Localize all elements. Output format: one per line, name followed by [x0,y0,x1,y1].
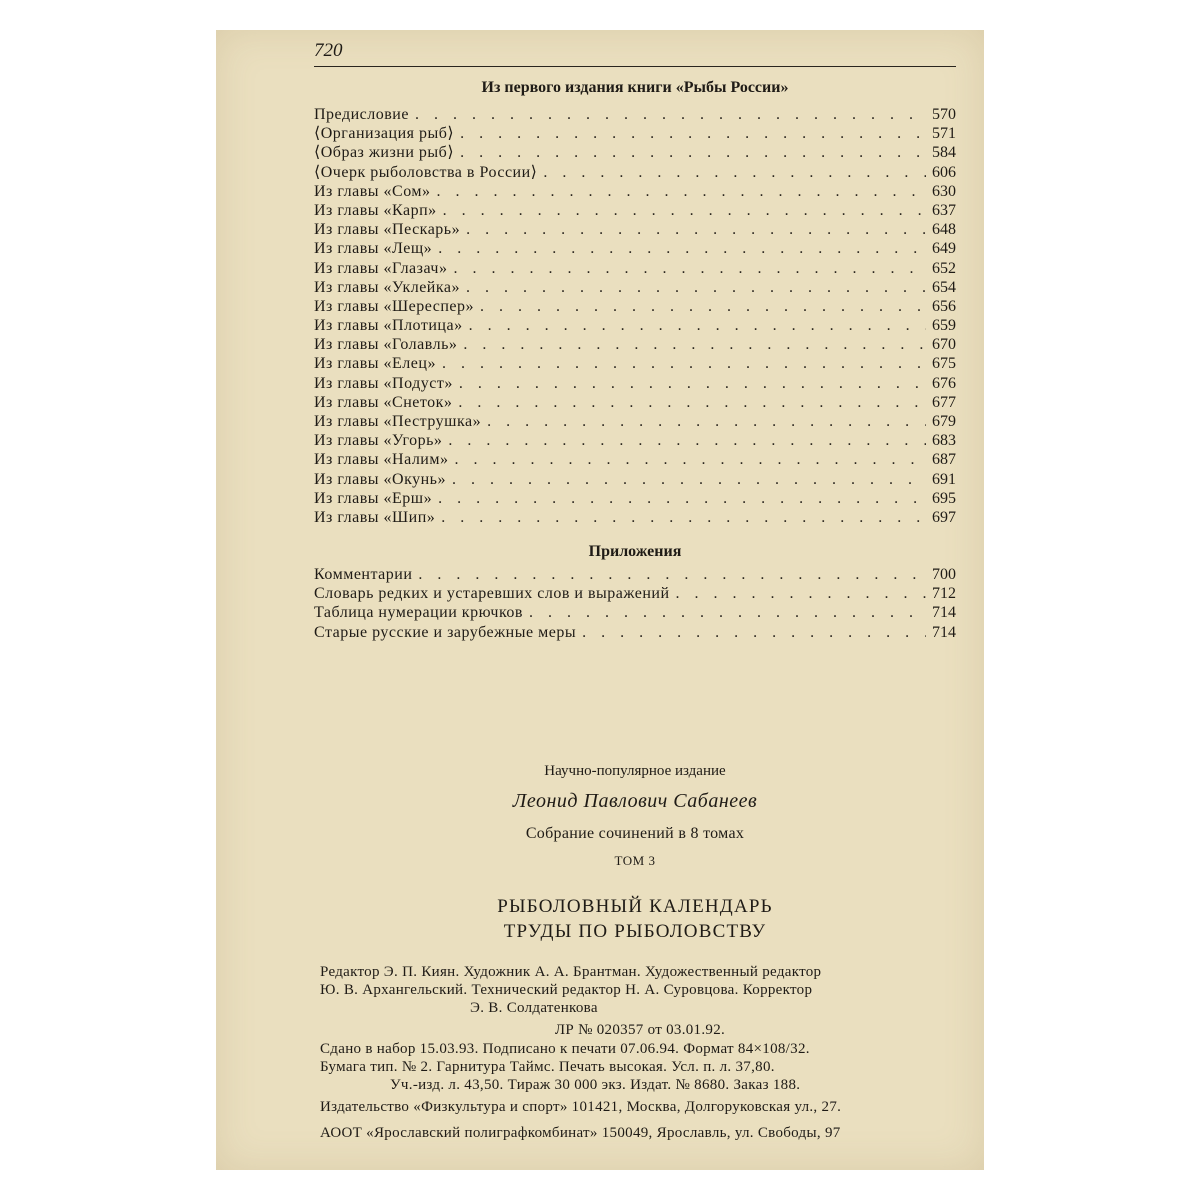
dot-leader [487,412,926,431]
toc-entry-title: Из главы «Угорь» [314,432,443,450]
toc-entry [314,565,956,584]
dot-leader [415,105,926,124]
toc-entry [314,623,956,642]
toc-entry [314,316,956,335]
appendices-heading: Приложения [588,543,682,560]
toc-entry-page: 691 [932,470,956,488]
dot-leader [543,163,926,182]
toc-entry-page: 637 [932,201,956,219]
publisher-address: Издательство «Физкультура и спорт» 101421, Москва, Долгоруковская ул., 27. [320,1099,842,1115]
dot-leader [582,623,926,642]
toc-entry-title: Из главы «Плотица» [314,317,463,335]
author-name: Леонид Павлович Сабанеев [512,790,758,812]
dot-leader [454,450,926,469]
toc-entry-page: 656 [932,297,956,315]
page-header [314,40,956,67]
toc-entry [314,335,956,354]
dot-leader [438,239,926,258]
toc-entry-page: 676 [932,374,956,392]
toc-entry-title: Из главы «Подуст» [314,374,453,392]
toc-entry-page: 571 [932,125,956,143]
print-line: Уч.-изд. л. 43,50. Тираж 30 000 экз. Издат. № 8680. Заказ 188. [390,1077,801,1093]
toc-entry [314,584,956,603]
toc-entry-title: Из главы «Карп» [314,201,437,219]
staff-line: Э. В. Солдатенкова [470,1000,598,1016]
dot-leader [466,220,926,239]
toc-entry-title: Комментарии [314,566,413,583]
toc-entry-title: Из главы «Лещ» [314,240,433,258]
toc-entry-page: 648 [932,221,956,239]
toc-entry-title: Таблица нумерации крючков [314,604,523,622]
toc-entry [314,297,956,316]
dot-leader [418,565,926,584]
toc-entry [314,489,956,508]
print-details [320,1040,960,1094]
toc-entry-page: 659 [932,317,956,335]
dot-leader [529,603,926,622]
dot-leader [469,316,926,335]
toc-entry-title: Из главы «Глазач» [314,259,448,277]
toc-entry [314,278,956,297]
toc-entry-page: 714 [932,604,956,622]
toc-entry-page: 714 [932,623,956,641]
toc-entry-page: 570 [932,106,956,123]
toc-entry-page: 683 [932,432,956,450]
toc-entry-title: Из главы «Пескарь» [314,221,461,239]
volume-number: ТОМ 3 [614,853,656,868]
dot-leader [459,374,926,393]
toc-entry [314,259,956,278]
toc-entry [314,450,956,469]
dot-leader [480,297,926,316]
dot-leader [452,470,926,489]
toc-entry-page: 695 [932,489,956,507]
dot-leader [460,143,926,162]
print-line: Сдано в набор 15.03.93. Подписано к печати 07.06.94. Формат 84×108/32. [320,1041,810,1057]
toc-entry-title: ⟨Организация рыб⟩ [314,125,455,143]
toc-entry-title: Из главы «Голавль» [314,336,458,354]
toc-entry-page: 606 [932,163,956,181]
toc-entry-page: 649 [932,240,956,258]
toc-entry [314,220,956,239]
dot-leader [676,584,927,603]
toc-entry-title: Из главы «Пеструшка» [314,413,482,430]
toc-entry-title: Из главы «Окунь» [314,470,446,488]
toc-entry-page: 700 [932,566,956,583]
toc-entry-page: 687 [932,451,956,469]
staff-line: Ю. В. Архангельский. Технический редактор Н. А. Суровцова. Корректор [320,982,813,998]
toc-entry [314,163,956,182]
toc-entry-page: 584 [932,144,956,162]
toc-entry-title: Из главы «Снеток» [314,393,453,411]
toc-entry [314,431,956,450]
toc-entry-title: ⟨Очерк рыболовства в России⟩ [314,163,538,181]
toc-entry-page: 630 [932,182,956,200]
dot-leader [438,489,926,508]
toc-entry-title: Из главы «Ерш» [314,489,433,507]
toc-entry [314,124,956,143]
dot-leader [442,354,926,373]
book-title-line-2: ТРУДЫ ПО РЫБОЛОВСТВУ [503,921,767,942]
dot-leader [466,278,926,297]
toc-entry [314,354,956,373]
toc-entry [314,105,956,124]
dot-leader [441,508,926,527]
toc-entry [314,374,956,393]
edition-type: Научно-популярное издание [544,763,726,779]
book-title-line-1: РЫБОЛОВНЫЙ КАЛЕНДАРЬ [497,896,773,917]
toc-entry [314,508,956,527]
toc-entry-title: Из главы «Елец» [314,355,436,373]
toc-entry [314,239,956,258]
license-number: ЛР № 020357 от 03.01.92. [554,1022,726,1038]
toc-entry-page: 712 [932,585,956,603]
toc-entry [314,201,956,220]
dot-leader [437,182,926,201]
toc-entry [314,393,956,412]
toc-entry-title: Из главы «Уклейка» [314,278,460,296]
toc-entry [314,603,956,622]
toc-entry-title: Из главы «Шереспер» [314,297,475,315]
page-number: 720 [314,40,343,61]
toc-entry [314,143,956,162]
toc-entry [314,470,956,489]
dot-leader [443,201,926,220]
toc-entry-title: Из главы «Налим» [314,451,449,469]
toc-entry-title: Старые русские и зарубежные меры [314,623,577,641]
toc-entry-title: Из главы «Сом» [314,182,431,200]
toc-entry-title: ⟨Образ жизни рыб⟩ [314,144,455,162]
dot-leader [460,124,926,143]
dot-leader [458,393,926,412]
toc-entry-page: 675 [932,355,956,373]
staff-credits [320,963,960,1017]
book-page [216,30,984,1170]
toc-entry-title: Словарь редких и устаревших слов и выражений [314,585,670,603]
toc-entry [314,182,956,201]
toc-entry-page: 679 [932,413,956,430]
collection-title: Собрание сочинений в 8 томах [525,825,745,842]
print-line: Бумага тип. № 2. Гарнитура Таймс. Печать высокая. Усл. п. л. 37,80. [320,1059,775,1075]
appendices-toc [314,565,956,642]
staff-line: Редактор Э. П. Киян. Художник А. А. Брантман. Художественный редактор [320,964,822,980]
toc-entry-page: 697 [932,508,956,526]
first-edition-heading: Из первого издания книги «Рыбы России» [481,79,789,96]
dot-leader [448,431,926,450]
printer-address: АООТ «Ярославский полиграфкомбинат» 150049, Ярославль, ул. Свободы, 97 [320,1125,841,1141]
first-edition-toc [314,105,956,527]
toc-entry-page: 652 [932,259,956,277]
toc-entry-page: 670 [932,336,956,354]
toc-entry-page: 677 [932,393,956,411]
toc-entry [314,412,956,431]
toc-entry-page: 654 [932,278,956,296]
dot-leader [463,335,926,354]
toc-entry-title: Из главы «Шип» [314,508,436,526]
toc-entry-title: Предисловие [314,106,409,123]
dot-leader [453,259,926,278]
